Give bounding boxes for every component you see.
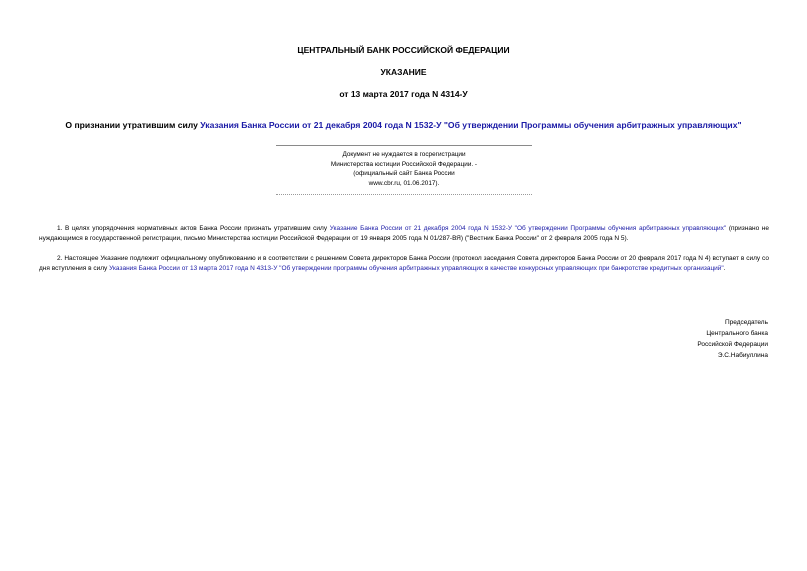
document-title-link[interactable]: Указания Банка России от 21 декабря 2004 года N 1532-У "Об утверждении Программы обучения арбитражных управляющих" xyxy=(200,120,742,130)
paragraph-2 xyxy=(39,254,769,274)
registration-note-line: www.cbr.ru, 01.06.2017). xyxy=(368,179,440,187)
signature-line: Центрального банка xyxy=(706,330,768,337)
document-date-number: от 13 марта 2017 года N 4314-У xyxy=(339,89,468,99)
registration-note-line: Документ не нуждается в госрегистрации xyxy=(342,151,466,158)
registration-note-line: Министерства юстиции Российской Федерации. - xyxy=(330,160,478,168)
document-title-prefix: О признании утратившим силу xyxy=(65,120,201,130)
signature-line: Российской Федерации xyxy=(697,341,768,348)
paragraph-2-text-before: 2. Настоящее Указание подлежит официальному опубликованию и в соответствии с решением Совета директоров Банка России (протокол заседания Совета директоров Банка России от 20 февраля 2017 года N 4) вступает в силу со дня вступления в силу xyxy=(39,255,769,272)
document-type-heading: УКАЗАНИЕ xyxy=(380,67,427,77)
document-title xyxy=(0,120,807,131)
registration-note-line: (официальный сайт Банка России xyxy=(353,170,455,177)
paragraph-2-link[interactable]: Указания Банка России от 13 марта 2017 года N 4313-У "Об утверждении программы обучения арбитражных управляющих в качестве конкурсных управляющих при банкротстве кредитных организаций" xyxy=(109,265,724,272)
paragraph-1-link[interactable]: Указание Банка России от 21 декабря 2004 года N 1532-У "Об утверждении Программы обучения арбитражных управляющих" xyxy=(329,225,727,232)
paragraph-2-text-after: . xyxy=(723,265,726,272)
signature-block xyxy=(697,317,768,361)
signature-line: Председатель xyxy=(724,319,768,326)
paragraph-1-text-after: (признано не нуждающимся в государственной регистрации, письмо Министерства юстиции Российской Федерации от 19 января 2005 года N 01/287-ВЯ) ("Вестник Банка России" от 2 февраля 2005 года N 5). xyxy=(39,225,770,242)
paragraph-1-text-before: 1. В целях упорядочения нормативных актов Банка России признать утратившим силу xyxy=(57,225,330,232)
registration-note xyxy=(276,145,532,195)
paragraph-1 xyxy=(39,224,769,244)
signature-name: Э.С.Набиуллина xyxy=(717,352,768,359)
organization-heading: ЦЕНТРАЛЬНЫЙ БАНК РОССИЙСКОЙ ФЕДЕРАЦИИ xyxy=(297,45,510,55)
